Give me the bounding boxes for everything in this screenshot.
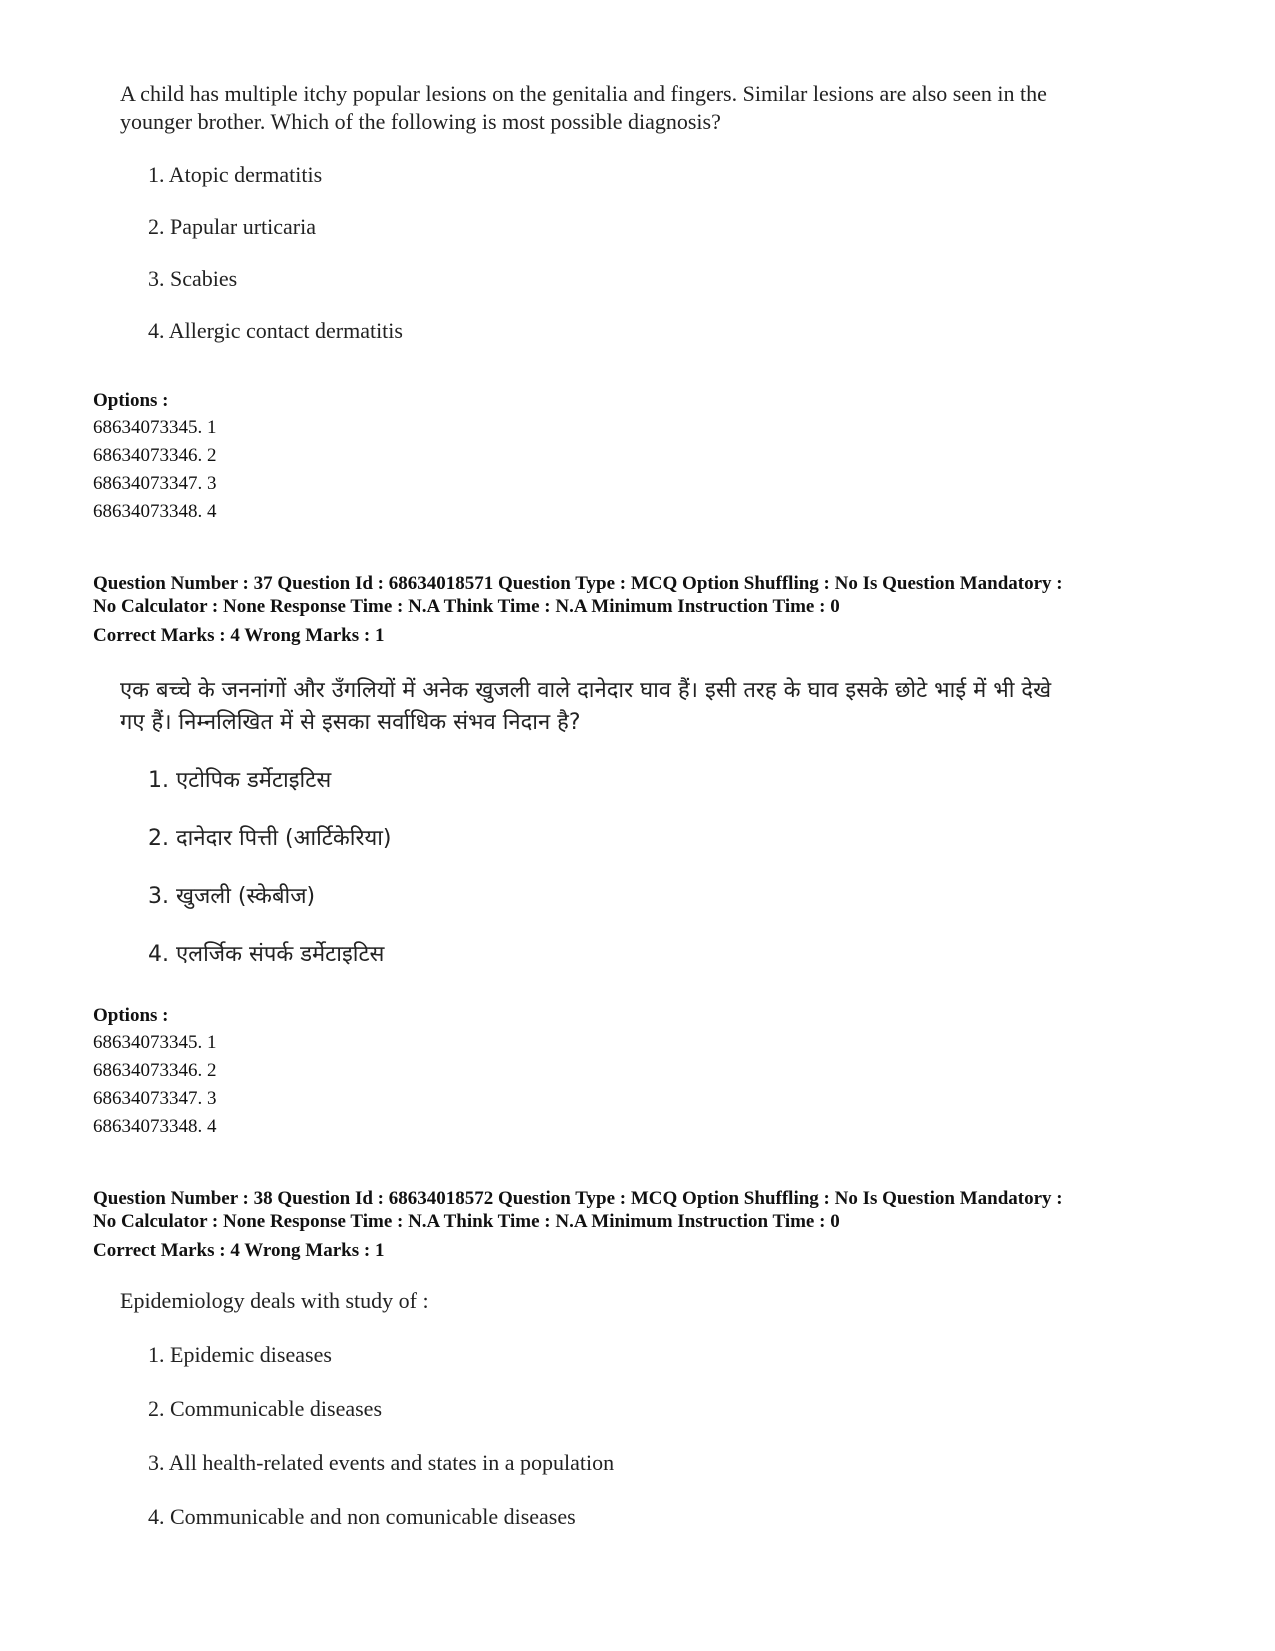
q37-meta-line1: Question Number : 37 Question Id : 68634018571 Question Type : MCQ Option Shuffling : No Is Question Mandatory : — [93, 573, 1063, 594]
q36-stem-line1: A child has multiple itchy popular lesions on the genitalia and fingers. Similar lesions are also seen in the — [120, 81, 1047, 106]
q37-stem-line1: एक बच्चे के जननांगों और उँगलियों में अनेक खुजली वाले दानेदार घाव हैं। इसी तरह के घाव इसके छोटे भाई में भी देखे — [120, 678, 1052, 703]
q38-choice-1: 1. Epidemic diseases — [148, 1342, 332, 1367]
q38-meta-line2: No Calculator : None Response Time : N.A Think Time : N.A Minimum Instruction Time : 0 — [93, 1211, 840, 1232]
q36-option-id-3: 68634073347. 3 — [93, 473, 217, 494]
q36-option-id-4: 68634073348. 4 — [93, 501, 217, 522]
q37-stem-line2: गए हैं। निम्नलिखित में से इसका सर्वाधिक संभव निदान है? — [120, 710, 581, 735]
q38-choice-4: 4. Communicable and non comunicable diseases — [148, 1504, 576, 1529]
q36-choice-1: 1. Atopic dermatitis — [148, 162, 323, 187]
q38-stem: Epidemiology deals with study of : — [120, 1288, 429, 1313]
q36-option-id-1: 68634073345. 1 — [93, 417, 217, 438]
q36-choice-4: 4. Allergic contact dermatitis — [148, 318, 403, 343]
q37-meta-line2: No Calculator : None Response Time : N.A Think Time : N.A Minimum Instruction Time : 0 — [93, 596, 840, 617]
q37-choice-4: 4. एलर्जिक संपर्क डर्मेटाइटिस — [148, 942, 385, 967]
q38-choice-2: 2. Communicable diseases — [148, 1396, 383, 1421]
q36-choice-3: 3. Scabies — [148, 266, 238, 291]
q37-choice-3: 3. खुजली (स्केबीज) — [148, 884, 316, 909]
q36-stem-line2: younger brother. Which of the following is most possible diagnosis? — [120, 109, 721, 134]
q37-option-id-2: 68634073346. 2 — [93, 1060, 217, 1081]
q37-choice-1: 1. एटोपिक डर्मेटाइटिस — [148, 768, 332, 793]
q37-choice-2: 2. दानेदार पित्ती (आर्टिकेरिया) — [148, 826, 392, 851]
q38-choice-3: 3. All health-related events and states in a population — [148, 1450, 615, 1475]
q37-marks: Correct Marks : 4 Wrong Marks : 1 — [93, 625, 385, 646]
q37-option-id-1: 68634073345. 1 — [93, 1032, 217, 1053]
q36-option-id-2: 68634073346. 2 — [93, 445, 217, 466]
q38-marks: Correct Marks : 4 Wrong Marks : 1 — [93, 1240, 385, 1261]
q37-option-id-4: 68634073348. 4 — [93, 1116, 217, 1137]
q36-options-label: Options : — [93, 390, 169, 411]
q37-option-id-3: 68634073347. 3 — [93, 1088, 217, 1109]
q38-meta-line1: Question Number : 38 Question Id : 68634018572 Question Type : MCQ Option Shuffling : No Is Question Mandatory : — [93, 1188, 1063, 1209]
q37-options-label: Options : — [93, 1005, 169, 1026]
q36-choice-2: 2. Papular urticaria — [148, 214, 316, 239]
